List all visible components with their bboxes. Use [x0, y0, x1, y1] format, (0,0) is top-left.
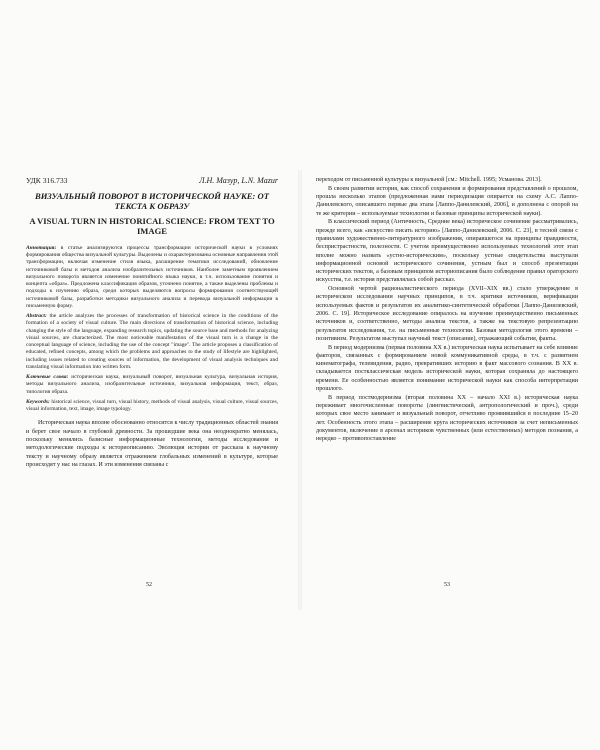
title-russian: ВИЗУАЛЬНЫЙ ПОВОРОТ В ИСТОРИЧЕСКОЙ НАУКЕ: ОТ ТЕКСТА К ОБРАЗУ [34, 191, 270, 212]
body-paragraph-6: В период постмодернизма (вторая половина XX – начало XXI в.) историческая наука переживает многочисленные повороты (лингвистический, антропологический и проч.), среди которых свое место занимает и визуальный поворот, отчетливо проявившийся в последние 15–20 лет. Особенность этого этапа – расширение круга исторических источников за счет неписьменных документов, включение в арсенал историков чувственных (или естественных) методов познания, а нередко – противопоставление [316, 394, 578, 443]
abstract-paragraph [26, 313, 278, 371]
keywords-ru-paragraph [26, 374, 278, 396]
page-number-left: 52 [146, 582, 152, 588]
title-english: A VISUAL TURN IN HISTORICAL SCIENCE: FROM TEXT TO IMAGE [29, 215, 275, 237]
body-paragraph-3: В классический период (Античность, Средние века) историческое сочинение рассматривались, прежде всего, как «искусство писать историю» [Лаппо-Данилевский, 2006. С. 23], в тесной связи с правилами художественно-литературного изображения, опиравшегося на принципы правдивости, беспристрастности, полезности. С учетом преимущественно используемых технологий этот этап вполне можно назвать «устно-историческим», поскольку устные свидетельства выступали информационной основой исторического сочинения, устным был и способ презентации исторических текстов, а базовым принципом историописания было соблюдение правил ораторского искусства, т.е. история представлялась собой рассказ. [316, 219, 578, 284]
article-header [26, 176, 278, 185]
annotation-label: Аннотация: [26, 244, 57, 251]
body-paragraph-1: Историческая наука вполне обоснованно относится к числу традиционных областей знания и берет свое начало в глубокой древности. За прошедшие века она неоднократно менялась, поскольку менялись базисные информационные технологии, методы исследования и методологические подходы к историописанию. Эволюция истории от рассказа к научному тексту и научному образу является отражением глобальных изменений в культуре, которые происходят у нас на глазах. И эти изменения связаны с [26, 420, 278, 468]
keywords-en-paragraph [26, 399, 278, 414]
keywords-ru-text: историческая наука, визуальный поворот, визуальная культура, визуальная история, методы визуального анализа, изобразительные источники, визуальная информация, текст, образ, типология образа. [26, 374, 278, 395]
abstract-label: Abstract: [26, 313, 47, 320]
body-paragraph-2: В своем развитии история, как способ сохранения и формирования представлений о прошлом, прошла несколько этапов (предложенная нами периодизация опирается на схему А.С. Лаппо-Данилевского, описавшего первые два этапа [Лаппо-Данилевский, 2006], и дополнена с опорой на те же критерии – используемые технологии и базовые принципы исторической науки). [316, 185, 578, 217]
annotation-text: в статье анализируются процессы трансформации исторической науки в условиях формирования общества визуальной культуры. Выделены и охарактеризованы основные направления этой трансформации, включая изменение стиля языка, расширение тематики исследований, обновление источниковой базы и методов анализа изобразительных источников. Наиболее заметным проявлением визуального поворота является изменение понятийного языка науки, в т.ч. использование понятия и концепта «образ». Предложена классификация образов, уточнено понятие, а также выделены проблемы и подходы к изучению образа, среди которых выделяются вопросы формирования соответствующей источниковой базы, разработки методики визуального анализа и перевода визуальной информации в письменную форму. [26, 244, 278, 309]
annotation-paragraph [26, 245, 278, 310]
keywords-ru-label: Ключевые слова: [26, 374, 69, 381]
abstract-text: the article analyzes the processes of transformation of historical science in the conditions of the formation of a society of visual culture. The main directions of transformation of historical science, including changing the style of the language, expanding research topics, updating the source base and methods for analyzing visual sources, are characterized. The most noticeable manifestation of the visual turn is a change in the conceptual language of science, including the use of the concept "image". The article proposes a classification of educated, refined concepts, among which the problems and approaches to the study of lifestyle are highlighted, including issues related to creating sources of information, the development of visual analysis techniques and translating visual information into written form. [26, 313, 279, 370]
book-gutter [298, 170, 302, 610]
keywords-en-label: Keywords: [26, 398, 50, 405]
udc-code: УДК 316.733 [26, 176, 68, 185]
body-paragraph-5: В период модернизма (первая половина XX в.) историческая наука испытывает на себе влияние факторов, связанных с формированием новой коммуникативной среды, в т.ч. с развитием кинематографа, телевидения, радио, превративших историю в факт массового сознания. В XX в. складывается постклассическая модель исторической науки, которая сохраняла до настоящего времени. Ее особенностью является понимание исторической науки как способа интерпретации прошлого. [316, 344, 578, 393]
body-paragraph-continued: переходом от письменной культуры к визуальной [см.: Mitchell. 1995; Усманова. 2013]. [316, 177, 542, 183]
right-page [316, 176, 578, 444]
left-page [26, 176, 278, 469]
body-paragraph-4: Основной чертой рационалистического периода (XVII–XIX вв.) стало утверждение в историческом исследовании научных принципов, в т.ч. критики источников, верификации используемых фактов и результатов их аналитико-синтетической обработки [Лаппо-Данилевский, 2006. С. 19]. Историческое исследование опиралось на изучение преимущественно письменных источников и, соответственно, методы анализа текстов, а также на текстовую репрезентацию результатов исследования, т.е. на письменные технологии. Базовая методология этого времени – позитивизм. Результатом выступал научный текст (описание), отражающий события, факты. [316, 286, 578, 342]
keywords-en-text: historical science, visual turn, visual history, methods of visual analysis, visual culture, visual sources, visual information, text, image, image typology. [26, 398, 278, 413]
author-names: Л.Н. Мазур, L.N. Mazur [199, 176, 278, 185]
page-number-right: 53 [444, 582, 450, 588]
